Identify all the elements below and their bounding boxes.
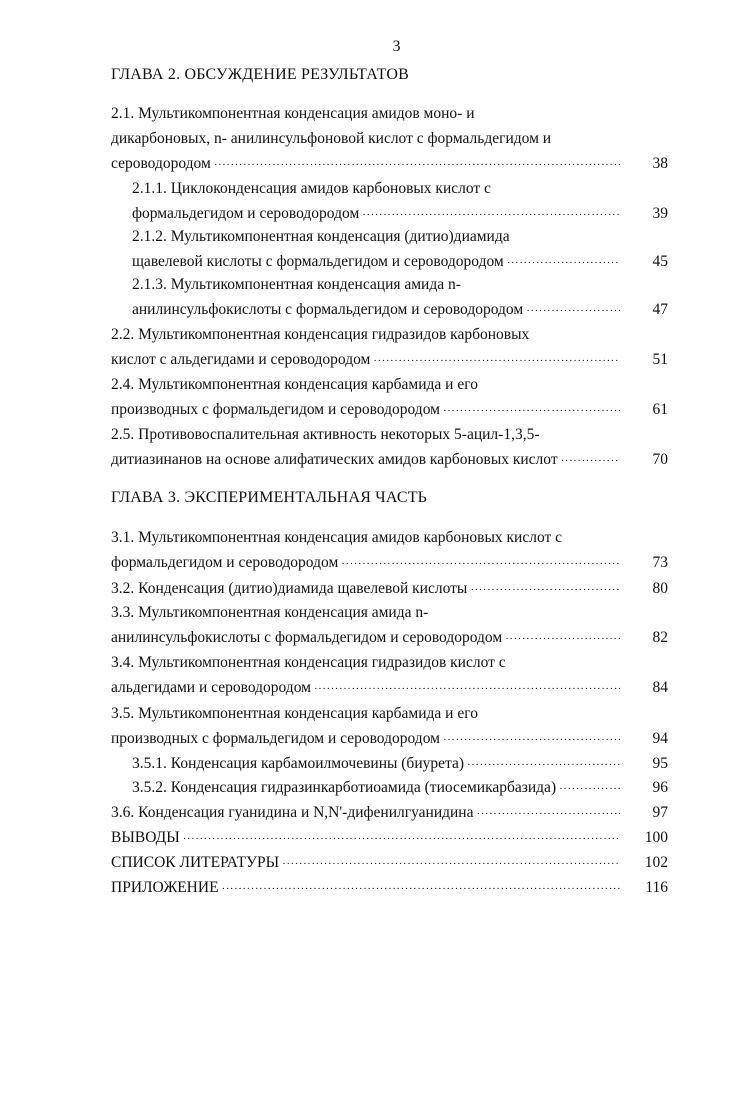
toc-line: 2.1.3. Мультикомпонентная конденсация амида n- bbox=[132, 276, 461, 293]
chapter-2-title: ГЛАВА 2. ОБСУЖДЕНИЕ РЕЗУЛЬТАТОВ bbox=[111, 66, 409, 83]
toc-line: анилинсульфокислоты с формальдегидом и сероводородом bbox=[111, 629, 503, 646]
toc-entry-2-1-1 bbox=[132, 176, 668, 226]
toc-line: ПРИЛОЖЕНИЕ bbox=[111, 879, 219, 896]
dot-leader bbox=[440, 399, 620, 422]
toc-page: 97 bbox=[652, 804, 668, 821]
toc-page: 73 bbox=[652, 554, 668, 571]
toc-line: 3.3. Мультикомпонентная конденсация амида n- bbox=[111, 604, 429, 621]
toc-entry-2-1-3 bbox=[132, 272, 668, 322]
dot-leader bbox=[359, 203, 620, 226]
toc-page: 51 bbox=[652, 351, 668, 368]
toc-line: 3.6. Конденсация гуанидина и N,N'-дифенилгуанидина bbox=[111, 804, 474, 821]
dot-leader bbox=[180, 827, 620, 850]
toc-entry-2-1-2 bbox=[132, 224, 668, 274]
chapter-3-title: ГЛАВА 3. ЭКСПЕРИМЕНТАЛЬНАЯ ЧАСТЬ bbox=[111, 489, 428, 506]
toc-page: 100 bbox=[644, 829, 668, 846]
dot-leader bbox=[464, 753, 620, 776]
dot-leader bbox=[311, 677, 620, 700]
toc-entry-3-3 bbox=[111, 600, 668, 650]
toc-last-line bbox=[132, 751, 668, 776]
dot-leader bbox=[474, 802, 621, 825]
toc-last-line bbox=[111, 347, 668, 372]
toc-last-line bbox=[132, 297, 668, 322]
toc-line: сероводородом bbox=[111, 155, 211, 172]
toc-entry-3-2 bbox=[111, 576, 668, 601]
toc-line: 3.5.2. Конденсация гидразинкарботиоамида (тиосемикарбазида) bbox=[132, 779, 557, 796]
toc-page: 95 bbox=[652, 755, 668, 772]
toc-entry-conclusions bbox=[111, 825, 668, 850]
toc-page: 45 bbox=[652, 253, 668, 270]
dot-leader bbox=[504, 251, 620, 274]
toc-last-line bbox=[111, 576, 668, 601]
toc-last-line bbox=[111, 397, 668, 422]
toc-entry-appendix bbox=[111, 875, 668, 900]
toc-entry-2-1 bbox=[111, 101, 668, 176]
toc-line: дитиазинанов на основе алифатических амидов карбоновых кислот bbox=[111, 451, 558, 468]
toc-page: 80 bbox=[652, 580, 668, 597]
toc-last-line bbox=[111, 625, 668, 650]
toc-line: производных с формальдегидом и сероводородом bbox=[111, 730, 440, 747]
toc-last-line bbox=[111, 447, 668, 472]
toc-line: анилинсульфокислоты с формальдегидом и сероводородом bbox=[132, 301, 524, 318]
toc-page: 102 bbox=[644, 854, 668, 871]
dot-leader bbox=[370, 349, 620, 372]
toc-page: 96 bbox=[652, 779, 668, 796]
toc-line: СПИСОК ЛИТЕРАТУРЫ bbox=[111, 854, 280, 871]
dot-leader bbox=[219, 877, 620, 900]
page-number: 3 bbox=[392, 38, 401, 55]
toc-line: 3.5.1. Конденсация карбамоилмочевины (биурета) bbox=[132, 755, 465, 772]
toc-line: 2.2. Мультикомпонентная конденсация гидразидов карбоновых bbox=[111, 326, 530, 343]
toc-line: 3.5. Мультикомпонентная конденсация карбамида и его bbox=[111, 705, 478, 722]
toc-entry-3-5 bbox=[111, 701, 668, 751]
toc-line: кислот с альдегидами и сероводородом bbox=[111, 351, 371, 368]
toc-last-line bbox=[111, 726, 668, 751]
toc-page: 94 bbox=[652, 730, 668, 747]
toc-line: формальдегидом и сероводородом bbox=[111, 554, 339, 571]
dot-leader bbox=[211, 153, 620, 176]
toc-entry-2-5 bbox=[111, 422, 668, 472]
dot-leader bbox=[338, 552, 620, 575]
toc-entry-references bbox=[111, 850, 668, 875]
dot-leader bbox=[279, 852, 620, 875]
toc-last-line bbox=[111, 151, 668, 176]
toc-line: альдегидами и сероводородом bbox=[111, 679, 311, 696]
toc-entry-3-6 bbox=[111, 800, 668, 825]
toc-last-line bbox=[111, 675, 668, 700]
toc-page: 116 bbox=[645, 879, 668, 896]
toc-last-line bbox=[132, 249, 668, 274]
toc-line: 2.1. Мультикомпонентная конденсация амидов моно- и bbox=[111, 105, 475, 122]
toc-entry-3-1 bbox=[111, 525, 668, 575]
dot-leader bbox=[556, 777, 620, 800]
dot-leader bbox=[523, 299, 620, 322]
toc-entry-2-4 bbox=[111, 372, 668, 422]
toc-line: 2.1.2. Мультикомпонентная конденсация (дитио)диамида bbox=[132, 228, 510, 245]
toc-line: 3.4. Мультикомпонентная конденсация гидразидов кислот с bbox=[111, 654, 506, 671]
toc-last-line bbox=[111, 800, 668, 825]
toc-page: 38 bbox=[652, 155, 668, 172]
toc-entry-3-4 bbox=[111, 650, 668, 700]
toc-page: 84 bbox=[652, 679, 668, 696]
toc-line: 2.5. Противовоспалительная активность некоторых 5-ацил-1,3,5- bbox=[111, 426, 540, 443]
dot-leader bbox=[558, 449, 620, 472]
toc-entry-3-5-2 bbox=[132, 775, 668, 800]
toc-page: 47 bbox=[652, 301, 668, 318]
toc-last-line bbox=[132, 775, 668, 800]
toc-page: 39 bbox=[652, 205, 668, 222]
dot-leader bbox=[440, 728, 620, 751]
toc-line: ВЫВОДЫ bbox=[111, 829, 180, 846]
toc-last-line bbox=[111, 850, 668, 875]
toc-entry-3-5-1 bbox=[132, 751, 668, 776]
toc-page: 70 bbox=[652, 451, 668, 468]
toc-last-line bbox=[111, 550, 668, 575]
toc-line: 3.1. Мультикомпонентная конденсация амидов карбоновых кислот с bbox=[111, 529, 563, 546]
toc-line: дикарбоновых, n- анилинсульфоновой кислот с формальдегидом и bbox=[111, 130, 552, 147]
dot-leader bbox=[502, 627, 620, 650]
toc-page: 61 bbox=[652, 401, 668, 418]
toc-line: щавелевой кислоты с формальдегидом и сероводородом bbox=[132, 253, 504, 270]
toc-last-line bbox=[111, 825, 668, 850]
toc-line: 2.4. Мультикомпонентная конденсация карбамида и его bbox=[111, 376, 478, 393]
toc-line: производных с формальдегидом и сероводородом bbox=[111, 401, 440, 418]
toc-line: 3.2. Конденсация (дитио)диамида щавелевой кислоты bbox=[111, 580, 468, 597]
toc-entry-2-2 bbox=[111, 322, 668, 372]
toc-last-line bbox=[111, 875, 668, 900]
toc-last-line bbox=[132, 201, 668, 226]
toc-line: 2.1.1. Циклоконденсация амидов карбоновых кислот с bbox=[132, 180, 491, 197]
dot-leader bbox=[467, 578, 620, 601]
toc-page: 82 bbox=[652, 629, 668, 646]
toc-line: формальдегидом и сероводородом bbox=[132, 205, 360, 222]
